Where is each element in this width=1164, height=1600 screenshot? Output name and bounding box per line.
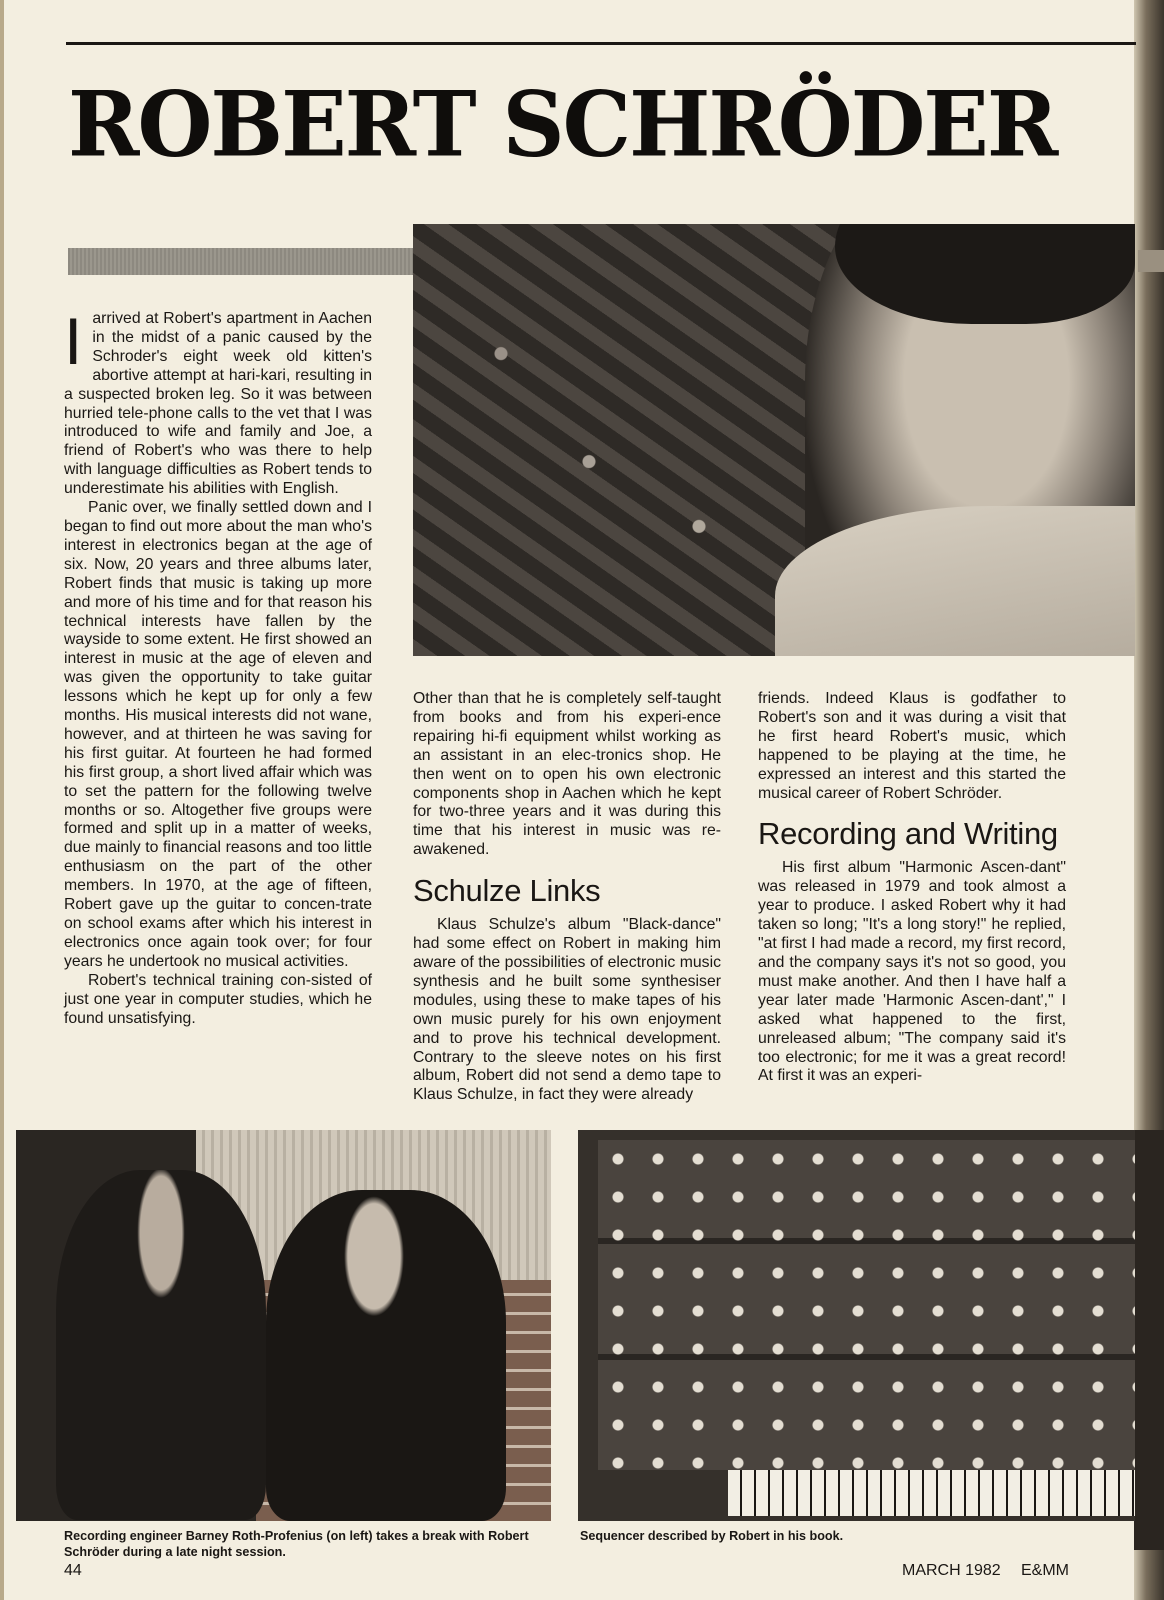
photo-synthesizer-portrait <box>413 224 1135 656</box>
top-rule <box>66 42 1136 45</box>
paragraph: Robert's technical training con-sisted of just one year in computer studies, which he found unsatisfying. <box>64 971 372 1027</box>
drop-cap: I <box>64 304 83 378</box>
section-heading: Schulze Links <box>413 873 601 909</box>
magazine-name: E&MM <box>1021 1562 1069 1579</box>
paragraph: Other than that he is completely self-taught from books and from his experi-ence repairing hi-fi equipment whilst working as an assistant in an elec-tronics shop. He then went on to open his own electronic components shop in Aachen which he kept for two-three years and it was during this time that his interest in music was re-awakened. <box>413 690 721 859</box>
sequencer-modules <box>598 1140 1135 1470</box>
article-column-2 <box>413 690 721 1105</box>
paragraph: Panic over, we finally settled down and I began to find out more about the man who's interest in electronics began at the age of six. Now, 20 years and three albums later, Robert finds that music is taking up more and more of his time and for that reason his technical interests have fallen by the wayside to some extent. He first showed an interest in music at the age of eleven and was given the opportunity to take guitar lessons which he kept up for only a few months. His musical interests did not wane, however, and at thirteen he was saving for his first guitar. At fourteen he had formed his first group, a short lived affair which was to set the pattern for the following twelve months or so. Altogether five groups were formed and split up in a matter of weeks, due mainly to financial reasons and too little enthusiasm on the part of the other members. In 1970, at the age of fifteen, Robert gave up the guitar to concen-trate on school exams after which his interest in electronics once again took over; for four years he undertook no musical activities. <box>64 499 372 970</box>
photo-caption-left: Recording engineer Barney Roth-Profenius (on left) takes a break with Robert Schröder during a late night session. <box>64 1529 529 1559</box>
paragraph: His first album "Harmonic Ascen-dant" was released in 1979 and took almost a year to produce. I asked Robert why it had taken so long; "It's a long story!" he replied, "at first I had made a record, my first record, and the company says it's not so good, you must make another. And then I have half a year later made 'Harmonic Ascen-dant'," I asked what happened to the first, unreleased album; "The company said it's too electronic; for me it was a great record! At first it was an experi- <box>758 859 1066 1085</box>
page-binding-edge <box>0 0 4 1600</box>
keyboard-image <box>728 1470 1135 1516</box>
photo-caption-right: Sequencer described by Robert in his book. <box>580 1529 844 1543</box>
musician-figure <box>266 1190 506 1521</box>
article-column-1 <box>64 304 372 1028</box>
article-headline: ROBERT SCHRÖDER <box>68 71 1057 178</box>
paragraph <box>64 304 372 499</box>
headline-band <box>68 248 413 275</box>
issue-date: MARCH 1982 <box>902 1562 1001 1579</box>
paragraph-text: arrived at Robert's apartment in Aachen in the midst of a panic caused by the Schroder's eight week old kitten's abortive attempt at hari-kari, resulting in a suspected broken leg. So it was between hurried tele-phone calls to the vet that I was introduced to wife and family and Joe, a friend of Robert's who was there to help with language difficulties as Robert tends to underestimate his abilities with English. <box>64 310 372 498</box>
paragraph: friends. Indeed Klaus is godfather to Robert's son and it was during a visit that he first heard Robert's music, which happened to be playing at the time, he expressed an interest and this started the musical career of Robert Schröder. <box>758 690 1066 802</box>
photo-studio-session <box>16 1130 551 1521</box>
photo-sequencer <box>578 1130 1135 1521</box>
engineer-figure <box>56 1170 266 1520</box>
article-column-3 <box>758 690 1066 1086</box>
edge-tab <box>1138 250 1164 272</box>
next-page-edge <box>1134 0 1164 1600</box>
edge-photo-strip <box>1134 1130 1164 1550</box>
page-number: 44 <box>64 1562 82 1579</box>
section-heading: Recording and Writing <box>758 816 1058 852</box>
paragraph: Klaus Schulze's album "Black-dance" had some effect on Robert in making him aware of the possibilities of electronic music synthesis and he built some synthesiser modules, using these to make tapes of his own music purely for his own enjoyment and to prove his technical development. Contrary to the sleeve notes on his first album, Robert did not send a demo tape to Klaus Schulze, in fact they were already <box>413 916 721 1104</box>
